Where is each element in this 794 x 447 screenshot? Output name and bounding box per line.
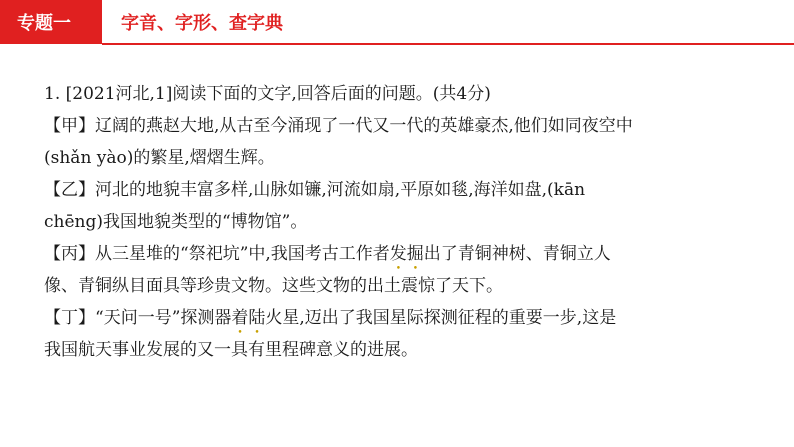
passage-ding-text-a: 【丁】“天问一号”探测器	[44, 308, 232, 328]
passage-bing-text-c: 出了青铜神树、青铜立人	[423, 244, 611, 264]
question-prefix: 1. [2021河北,1]阅读下面的文字,回答后面的问题。(共4分)	[44, 84, 491, 104]
passage-ding-line-1	[44, 302, 784, 334]
passage-ding-line-2: 我国航天事业发展的又一具有里程碑意义的进展。	[44, 340, 418, 360]
emphasized-word-fajue: 发掘	[389, 244, 424, 264]
emphasized-word-zhuolu: 着陆	[231, 308, 266, 328]
passage-jia-line-2: (shǎn yào)的繁星,熠熠生辉。	[44, 148, 275, 168]
passage-yi-line-1: 【乙】河北的地貌丰富多样,山脉如镰,河流如扇,平原如毯,海洋如盘,(kān	[44, 180, 586, 200]
page-header	[0, 0, 794, 44]
passage-jia-line-1: 【甲】辽阔的燕赵大地,从古至今涌现了一代又一代的英雄豪杰,他们如同夜空中	[44, 116, 633, 136]
passage-ding-text-c: 火星,迈出了我国星际探测征程的重要一步,这是	[265, 308, 617, 328]
passage-bing-line-1	[44, 238, 784, 270]
header-divider	[102, 43, 794, 45]
topic-tag-label: 专题一	[17, 13, 71, 34]
question-body	[44, 78, 784, 366]
passage-bing-text-a: 【丙】从三星堆的“祭祀坑”中,我国考古工作者	[44, 244, 390, 264]
passage-yi-line-2: chēng)我国地貌类型的“博物馆”。	[44, 212, 308, 232]
topic-title: 字音、字形、查字典	[121, 13, 283, 34]
passage-bing-line-2: 像、青铜纵目面具等珍贵文物。这些文物的出土震惊了天下。	[44, 276, 503, 296]
topic-tag	[0, 0, 102, 44]
